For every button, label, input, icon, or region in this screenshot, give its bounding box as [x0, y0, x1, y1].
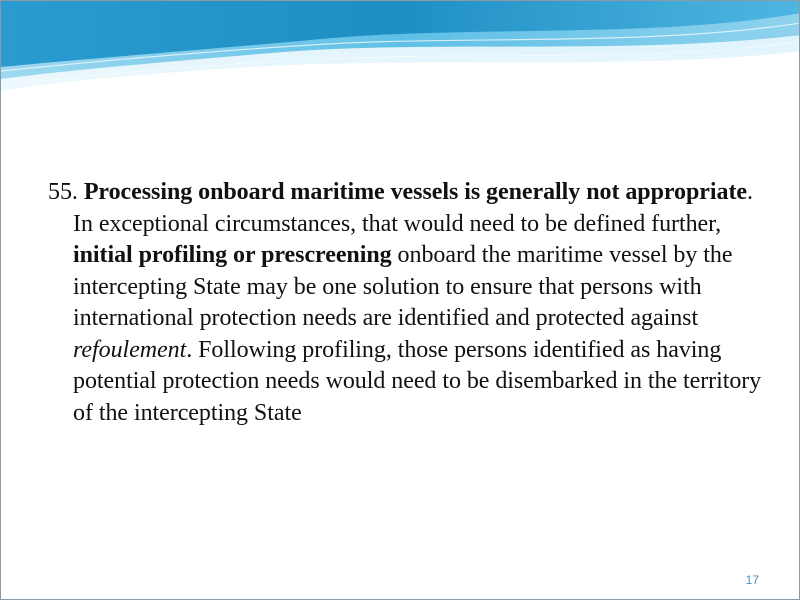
- bold-phrase-profiling: initial profiling or prescreening: [73, 242, 392, 268]
- paragraph-number: 55.: [48, 179, 84, 205]
- paragraph-text-2: onboard the maritime vessel by the intercepting State may be one solution to ensure that persons with international protection needs are identified and protected against: [73, 242, 733, 331]
- slide-number: 17: [745, 573, 759, 587]
- italic-term-refoulement: refoulement: [73, 336, 187, 363]
- paragraph-text-1: . In exceptional circumstances, that would need to be defined further,: [73, 179, 753, 237]
- wave-header-decoration: [1, 1, 800, 111]
- slide-body-paragraph: [48, 177, 778, 429]
- paragraph-text-3: . Following profiling, those persons identified as having potential protection needs would need to be disembarked in the territory of the intercepting State: [73, 336, 762, 426]
- bold-phrase-processing: Processing onboard maritime vessels is generally not appropriate: [83, 179, 748, 205]
